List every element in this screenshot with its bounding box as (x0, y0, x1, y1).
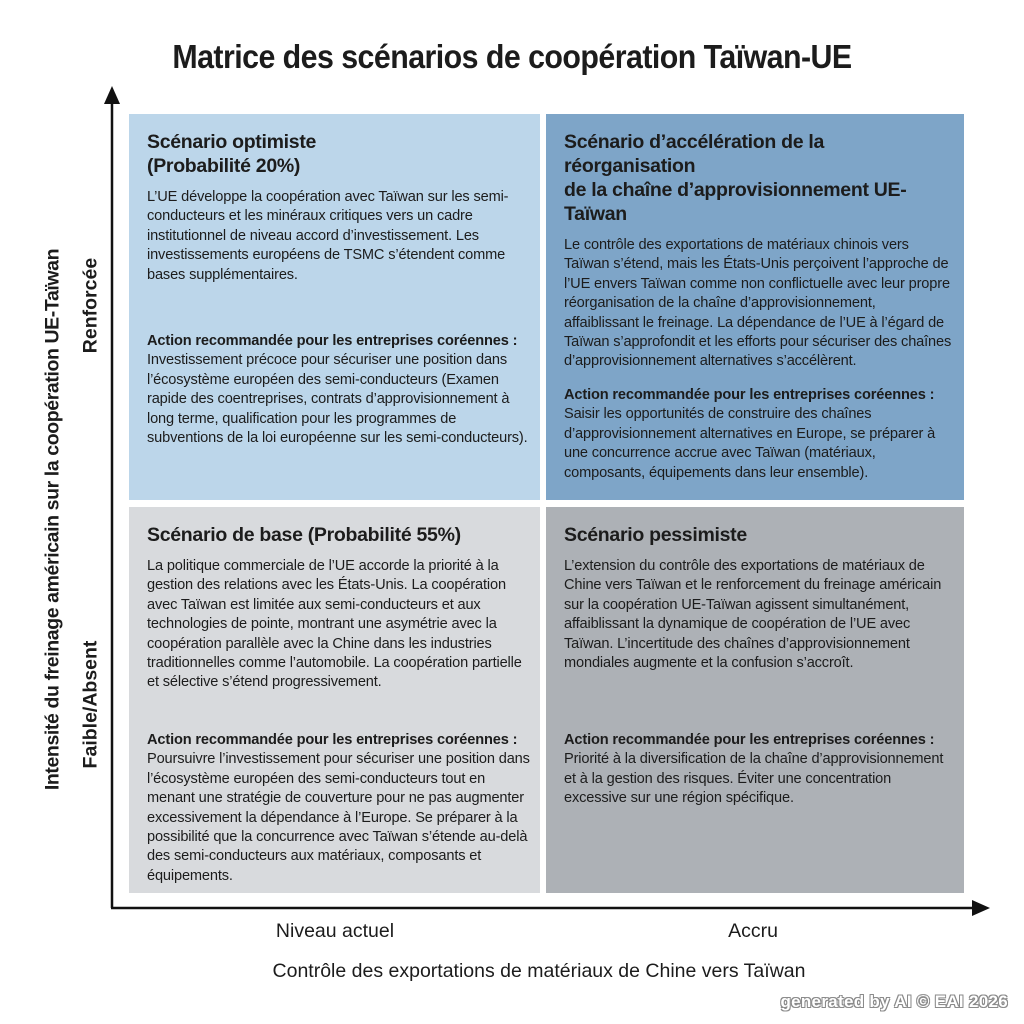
y-axis-arrow (104, 86, 120, 104)
action-heading: Action recommandée pour les entreprises coréennes : (564, 732, 935, 748)
quadrant-pessimistic (546, 507, 964, 893)
quadrant-description: La politique commerciale de l’UE accorde la priorité à la gestion des relations avec les États-Unis. La coopération avec Taïwan est limitée aux semi-conducteurs et aux technologies de pointe, montrant une asymétrie avec la coopération parallèle avec la Chine dans les industries traditionnelles comme l’automobile. La coopération partielle et sélective s’étend progressivement. (147, 558, 522, 691)
quadrant-title-line2: (Probabilité 20%) (147, 155, 301, 177)
quadrant-title (564, 523, 954, 547)
quadrant-title-line2: de la chaîne d’approvisionnement UE-Taïwan (564, 179, 907, 225)
y-tick-low: Faible/Absent (79, 640, 102, 769)
quadrant-action (147, 332, 532, 448)
watermark: generated by AI © EAI 2026 (780, 992, 1008, 1011)
quadrant-base (129, 507, 540, 893)
quadrant-action (147, 731, 532, 886)
action-text: Priorité à la diversification de la chaîne d’approvisionnement et à la gestion des risques. Éviter une concentration excessive sur une région spécifique. (564, 751, 944, 807)
quadrant-description: L’extension du contrôle des exportations de matériaux de Chine vers Taïwan et le renforcement du freinage américain sur la coopération UE-Taïwan agissent simultanément, affaiblissant la dynamique de coopération de l’UE avec Taïwan. L’incertitude des chaînes d’approvisionnement mondiales augmente et la confusion s’accroît. (564, 558, 942, 672)
quadrant-action (564, 386, 956, 483)
x-tick-right: Accru (728, 920, 778, 942)
quadrant-title-line1: Scénario pessimiste (564, 524, 747, 546)
x-axis-arrow (972, 900, 990, 916)
quadrant-title-line1: Scénario d’accélération de la réorganisation (564, 131, 825, 177)
action-text: Poursuivre l’investissement pour sécuriser une position dans l’écosystème européen des semi-conducteurs tout en menant une stratégie de couverture pour ne pas augmenter excessivement la dépendance à l’Europe. Se préparer à la possibilité que la concurrence avec Taïwan s’étende au-delà des semi-conducteurs aux matériaux, composants et équipements. (147, 751, 530, 884)
action-heading: Action recommandée pour les entreprises coréennes : (564, 387, 935, 403)
action-heading: Action recommandée pour les entreprises coréennes : (147, 333, 518, 349)
page-title: Matrice des scénarios de coopération Taïwan-UE (172, 38, 852, 75)
quadrant-title-line1: Scénario optimiste (147, 131, 317, 153)
quadrant-description: L’UE développe la coopération avec Taïwan sur les semi-conducteurs et les minéraux critiques vers un cadre institutionnel de niveau accord d’investissement. Les investissements européens de TSMC s’étendent comme bases supplémentaires. (147, 189, 509, 283)
quadrant-description: Le contrôle des exportations de matériaux chinois vers Taïwan s’étend, mais les États-Unis perçoivent l’approche de l’UE envers Taïwan comme non conflictuelle avec leur propre réorganisation de la chaîne d’approvisionnement, affaiblissant le freinage. La dépendance de l’UE à l’égard de Taïwan s’approfondit et les efforts pour sécuriser des chaînes d’approvisionnement alternatives s’accélèrent. (564, 237, 952, 370)
quadrant-action (564, 731, 956, 809)
quadrant-title (147, 130, 530, 178)
y-axis-label: Intensité du freinage américain sur la coopération UE-Taïwan (41, 248, 64, 791)
action-text: Investissement précoce pour sécuriser une position dans l’écosystème européen des semi-conducteurs (Examen rapide des coentreprises, contrats d’approvisionnement à long terme, qualification pour les programmes de subventions de la loi européenne sur les semi-conducteurs). (147, 352, 528, 447)
quadrant-title (564, 130, 954, 226)
y-tick-high: Renforcée (79, 257, 102, 354)
action-heading: Action recommandée pour les entreprises coréennes : (147, 732, 518, 748)
quadrant-title (147, 523, 530, 547)
action-text: Saisir les opportunités de construire des chaînes d’approvisionnement alternatives en Europe, se préparer à une concurrence accrue avec Taïwan (matériaux, composants, équipements dans leur ensemble). (564, 406, 936, 481)
quadrant-title-line1: Scénario de base (Probabilité 55%) (147, 524, 461, 546)
x-axis-label: Contrôle des exportations de matériaux de Chine vers Taïwan (272, 960, 806, 982)
quadrant-optimistic (129, 114, 540, 500)
quadrant-acceleration (546, 114, 964, 500)
x-tick-left: Niveau actuel (275, 920, 395, 942)
